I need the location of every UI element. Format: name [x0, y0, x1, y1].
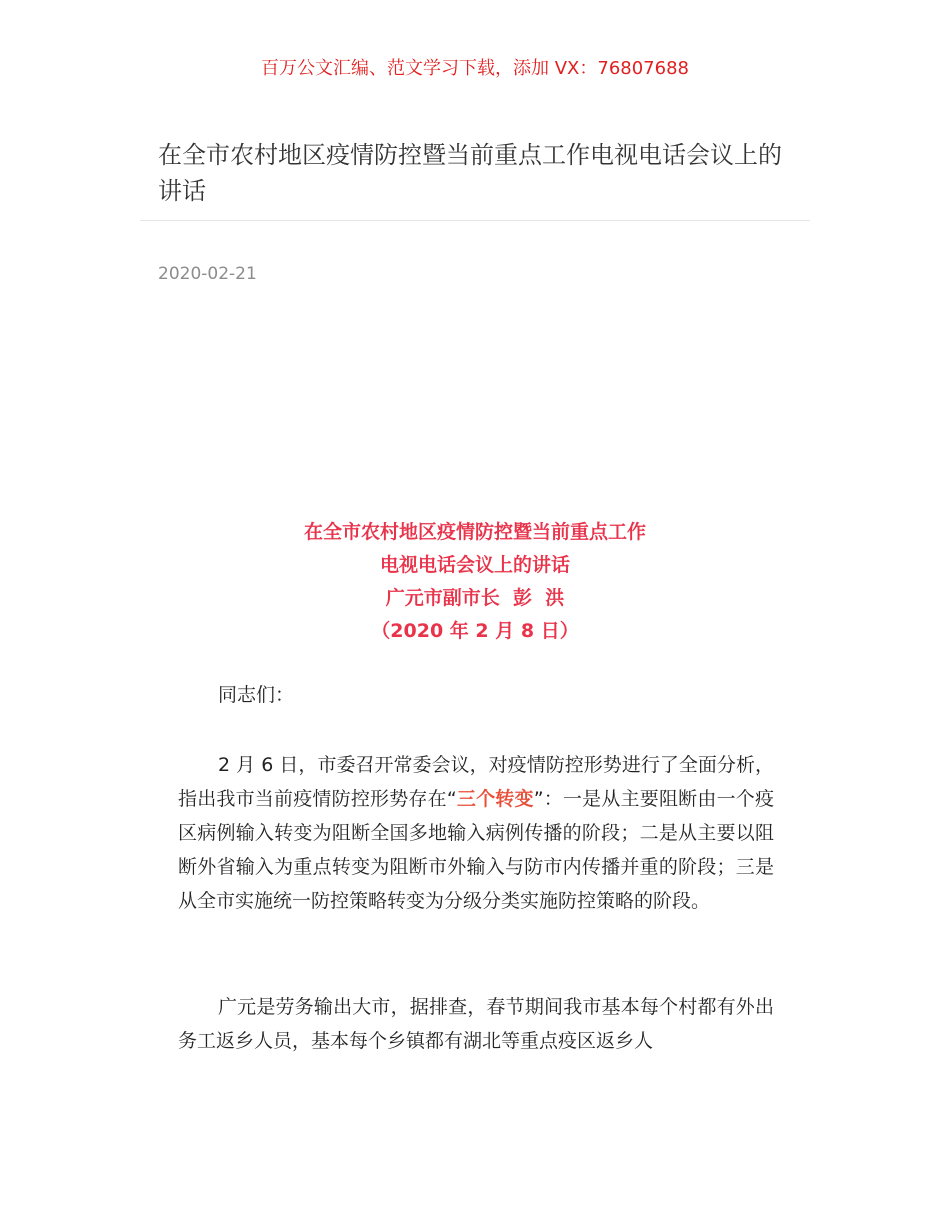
watermark-banner: 百万公文汇编、范文学习下载，添加 VX：76807688: [261, 58, 689, 79]
speech-heading-date: （2020 年 2 月 8 日）: [371, 620, 579, 642]
title-divider: [140, 220, 810, 221]
speech-heading-line-1: 在全市农村地区疫情防控暨当前重点工作: [303, 521, 646, 543]
paragraph-1-text-start: 2 月 6 日，市委召开常委会议，对疫情防控形势进行了全面分析，指出我市当前疫情防控形势存在“: [178, 754, 774, 810]
paragraph-1: [178, 748, 774, 918]
greeting: 同志们：: [218, 684, 295, 706]
speech-heading: [0, 516, 950, 648]
paragraph-1-text-end: ”：一是从主要阻断由一个疫区病例输入转变为阻断全国多地输入病例传播的阶段；二是从主要以阻断外省输入为重点转变为阻断市外输入与防市内传播并重的阶段；三是从全市实施统一防控策略转变为分级分类实施防控策略的阶段。: [178, 788, 774, 912]
publish-date: 2020-02-21: [158, 264, 257, 284]
article-title: 在全市农村地区疫情防控暨当前重点工作电视电话会议上的讲话: [158, 141, 782, 205]
speech-heading-line-2: 电视电话会议上的讲话: [379, 554, 570, 576]
paragraph-2: 广元是劳务输出大市，据排查，春节期间我市基本每个村都有外出务工返乡人员，基本每个乡镇都有湖北等重点疫区返乡人: [178, 996, 774, 1052]
speech-heading-speaker: 广元市副市长 彭 洪: [385, 587, 565, 609]
highlight-three-changes: 三个转变: [456, 788, 534, 810]
